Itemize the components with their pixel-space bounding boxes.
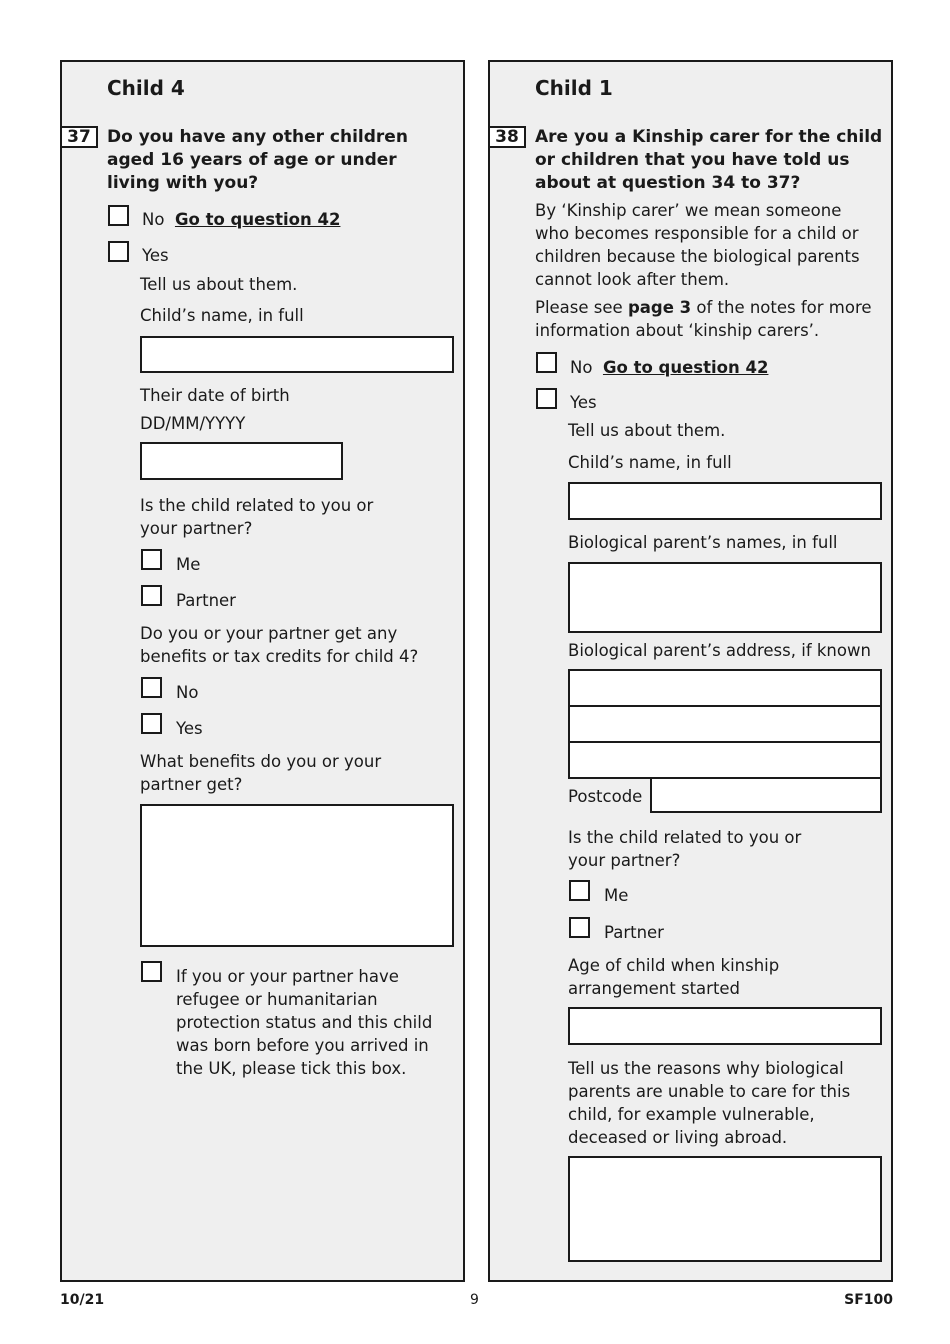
q37-related-partner-label: Partner bbox=[176, 591, 236, 610]
q37-what-benefits-label: What benefits do you or your partner get? bbox=[140, 752, 382, 794]
q38-related-partner-label: Partner bbox=[604, 923, 664, 942]
q37-benefits-yes-checkbox[interactable] bbox=[141, 713, 162, 734]
q37-child-name-input[interactable] bbox=[140, 336, 454, 373]
q38-reasons-label: Tell us the reasons why biological parents are unable to care for this child, for example vulnerable, deceased or living abroad. bbox=[568, 1059, 851, 1147]
q37-related-me-checkbox[interactable] bbox=[141, 549, 162, 570]
q38-related-me-label: Me bbox=[604, 886, 629, 905]
q38-kinship-explanation: By ‘Kinship carer’ we mean someone who becomes responsible for a child or children because the biological parents cannot look after them. bbox=[535, 201, 860, 289]
q38-tell-us-text: Tell us about them. bbox=[568, 421, 726, 440]
q38-age-input[interactable] bbox=[568, 1007, 882, 1045]
q38-postcode-input[interactable] bbox=[650, 777, 882, 813]
q37-related-partner-checkbox[interactable] bbox=[141, 585, 162, 606]
q38-address-line-1-input[interactable] bbox=[568, 669, 882, 707]
q37-related-me-label: Me bbox=[176, 555, 201, 574]
q38-yes-label: Yes bbox=[570, 393, 597, 412]
q37-no-label: No bbox=[142, 210, 165, 229]
q38-child-name-input[interactable] bbox=[568, 482, 882, 520]
q38-see-notes-text bbox=[535, 296, 885, 342]
q37-refugee-text: If you or your partner have refugee or humanitarian protection status and this child was born before you arrived in the UK, please tick this box. bbox=[176, 967, 433, 1078]
q37-related-question: Is the child related to you or your partner? bbox=[140, 496, 374, 538]
question-38-text: Are you a Kinship carer for the child or children that you have told us about at question 34 to 37? bbox=[535, 127, 883, 193]
q38-see-notes-post: of the notes for more information about ‘kinship carers’. bbox=[535, 298, 872, 340]
q37-dob-format: DD/MM/YYYY bbox=[140, 414, 246, 433]
q38-no-checkbox[interactable] bbox=[536, 352, 557, 373]
q37-benefits-no-label: No bbox=[176, 683, 199, 702]
question-37-text: Do you have any other children aged 16 years of age or under living with you? bbox=[107, 127, 408, 193]
q38-postcode-label: Postcode bbox=[568, 787, 643, 806]
q37-go-to-question-42-link[interactable]: Go to question 42 bbox=[174, 210, 341, 229]
q38-related-partner-checkbox[interactable] bbox=[569, 917, 590, 938]
q37-benefits-yes-label: Yes bbox=[176, 719, 203, 738]
child-4-panel bbox=[60, 60, 465, 1282]
footer-page-number: 9 bbox=[470, 1292, 479, 1308]
footer-form-code: SF100 bbox=[844, 1292, 893, 1308]
q37-child-name-label: Child’s name, in full bbox=[140, 306, 304, 325]
q37-what-benefits-input[interactable] bbox=[140, 804, 454, 947]
q37-no-option bbox=[142, 208, 340, 231]
footer-date: 10/21 bbox=[60, 1292, 105, 1308]
q37-no-checkbox[interactable] bbox=[108, 205, 129, 226]
q38-no-label: No bbox=[570, 358, 593, 377]
q37-yes-checkbox[interactable] bbox=[108, 241, 129, 262]
q37-refugee-checkbox[interactable] bbox=[141, 961, 162, 982]
child-4-title: Child 4 bbox=[107, 76, 185, 100]
q38-related-me-checkbox[interactable] bbox=[569, 880, 590, 901]
q37-tell-us-text: Tell us about them. bbox=[140, 275, 298, 294]
q38-age-label: Age of child when kinship arrangement started bbox=[568, 956, 780, 998]
q38-see-notes-page: page 3 bbox=[627, 298, 692, 317]
child-1-title: Child 1 bbox=[535, 76, 613, 100]
q38-go-to-question-42-link[interactable]: Go to question 42 bbox=[602, 358, 769, 377]
q37-benefits-no-checkbox[interactable] bbox=[141, 677, 162, 698]
q38-no-option bbox=[570, 356, 768, 379]
question-38-number: 38 bbox=[488, 126, 526, 148]
q37-dob-label: Their date of birth bbox=[140, 386, 290, 405]
q37-benefits-question: Do you or your partner get any benefits or tax credits for child 4? bbox=[140, 624, 419, 666]
q38-related-question: Is the child related to you or your partner? bbox=[568, 828, 802, 870]
q38-parents-names-input[interactable] bbox=[568, 562, 882, 633]
q38-address-label: Biological parent’s address, if known bbox=[568, 641, 871, 660]
q38-parents-names-label: Biological parent’s names, in full bbox=[568, 533, 838, 552]
question-37-number: 37 bbox=[60, 126, 98, 148]
q37-dob-input[interactable] bbox=[140, 442, 343, 480]
q38-address-line-3-input[interactable] bbox=[568, 741, 882, 779]
q38-see-notes-pre: Please see bbox=[535, 298, 628, 317]
child-1-panel bbox=[488, 60, 893, 1282]
q38-reasons-input[interactable] bbox=[568, 1156, 882, 1262]
q37-yes-label: Yes bbox=[142, 246, 169, 265]
q38-address-line-2-input[interactable] bbox=[568, 705, 882, 743]
q38-child-name-label: Child’s name, in full bbox=[568, 453, 732, 472]
q38-yes-checkbox[interactable] bbox=[536, 388, 557, 409]
